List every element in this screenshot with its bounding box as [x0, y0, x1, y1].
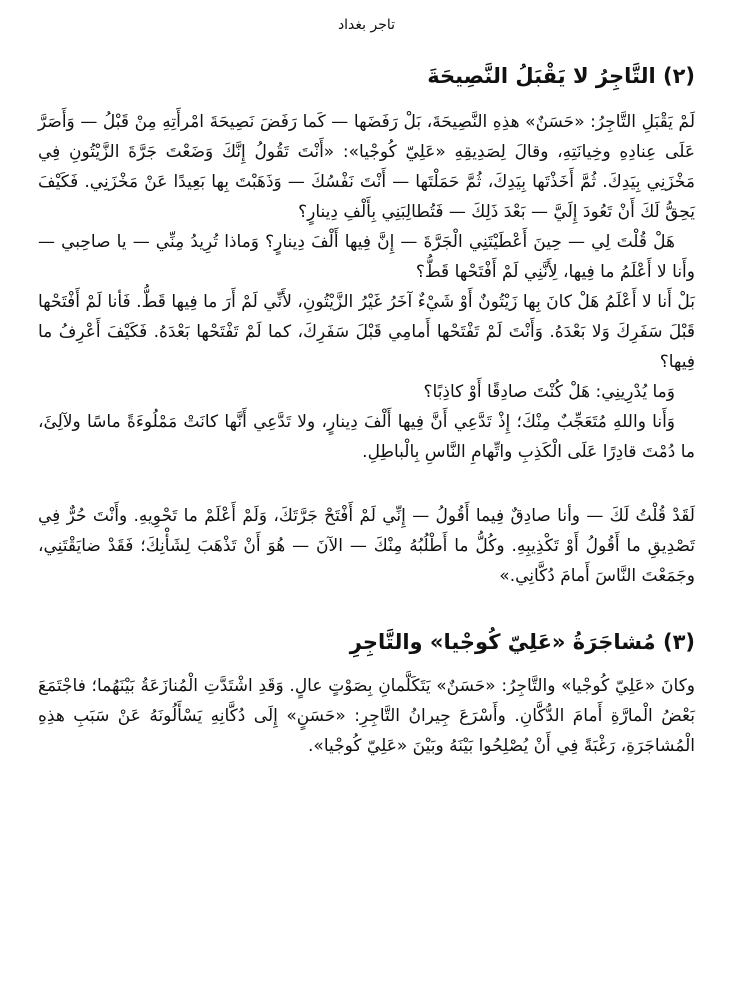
section-heading-quarrel: (٣) مُشاجَرَةُ «عَلِيّ كُوجْيا» والتَّاجِرِ	[349, 630, 695, 654]
paragraph-thousand-dinars: هَلْ قُلْتَ لِي — حِينَ أَعْطَيْتَنِي الْجَرَّةَ — إِنَّ فِيها أَلْفَ دِينارٍ؟ وَماذا تُرِيدُ مِنِّي — يا صاحِبي — وأَنا لا أَعْلَمُ ما فِيها، لِأَنَّنِي لَمْ أَفْتَحْها قَطُّ؟	[38, 232, 695, 282]
section-heading-advice: (٢) التَّاجِرُ لا يَقْبَلُ النَّصِيحَةَ	[427, 64, 695, 88]
paragraph-quarrel: وكانَ «عَلِيّ كُوجْيا» والتَّاجِرُ: «حَسَنٌ» يَتَكَلَّمانِ بِصَوْتٍ عالٍ. وَقَدِ اشْتَدَّتِ الْمُنازَعَةُ بَيْنَهُما؛ فاجْتَمَعَ بَعْضُ الْمارَّةِ أَمامَ الدُّكَّانِ. وأَسْرَعَ جِيرانُ التَّاجِرِ: «حَسَنٍ» إِلَى دُكَّانِهِ يَسْأَلُونَهُ عَنْ سَبَبِ هذِهِ الْمُشاجَرَةِ، رَغْبَةً فِي أَنْ يُصْلِحُوا بَيْنَهُ وبَيْنَ «عَلِيّ كُوجْيا».	[38, 676, 695, 756]
paragraph-refusal: لَمْ يَقْبَلِ التَّاجِرُ: «حَسَنٌ» هذِهِ النَّصِيحَةَ، بَلْ رَفَضَها — كَما رَفَضَ نَصِيحَةَ امْرأَتِهِ مِنْ قَبْلُ — وَأَصَرَّ عَلَى عِنادِهِ وخِيانَتِهِ، وقالَ لِصَدِيقِهِ «عَلِيّ كُوجْيا»: «أَنْتَ تَقُولُ إِنَّكَ وَضَعْتَ جَرَّةَ الزَّيْتُونِ فِي مَخْزَنِي بِيَدِكَ. ثُمَّ أَخَذْتَها بِيَدِكَ، ثُمَّ حَمَلْتَها — أَنْتَ نَفْسُكَ — وَذَهَبْتَ بِها بَعِيدًا عَنْ مَخْزَنِي. فَكَيْفَ يَحِقُّ لَكَ أَنْ تَعُودَ إِلَيَّ — بَعْدَ ذَلِكَ — فَتُطالِبَنِي بِأَلْفِ دِينارٍ؟	[38, 112, 695, 222]
paragraph-never-opened: بَلْ أَنا لا أَعْلَمُ هَلْ كانَ بِها زَيْتُونٌ أَوْ شَيْءٌ آخَرُ غَيْرُ الزَّيْتُونِ، لأَنِّي لَمْ أَرَ ما فِيها قَطُّ. فَأنا لَمْ أَفْتَحْها قَبْلَ سَفَرِكَ وَلا بَعْدَهُ. وَأَنْتَ لَمْ تَفْتَحْها أَمامِي قَبْلَ سَفَرِكَ، كما لَمْ تَفْتَحْها بَعْدَهُ. فَكَيْفَ أَعْرِفُ ما فِيها؟	[38, 292, 695, 372]
running-header: تاجر بغداد	[337, 17, 396, 33]
paragraph-diamonds-pearls: وَأَنا واللهِ مُتَعَجِّبٌ مِنْكَ؛ إِذْ تَدَّعِي أَنَّ فِيها أَلْفَ دِينارٍ، ولا تَدَّعِي أَنَّها كانَتْ مَمْلُوءَةً ماسًا ولآلِئَ، ما دُمْتَ قادِرًا عَلَى الْكَذِبِ واتِّهامِ النَّاسِ بِالْباطِلِ.	[38, 412, 695, 462]
paragraph-go-away: لَقَدْ قُلْتُ لَكَ — وأنا صادِقٌ فِيما أَقُولُ — إِنِّي لَمْ أَفْتَحْ جَرَّتَكَ، وَلَمْ أَعْلَمْ ما تَحْوِيهِ. وأَنْتَ حُرٌّ فِي تَصْدِيقِ ما أَقُولُ أَوْ تَكْذِيبِهِ. وكُلُّ ما أَطْلُبُهُ مِنْكَ — الآنَ — هُوَ أَنْ تَذْهَبَ لِشَأْنِكَ؛ فَقَدْ ضايَقْتَنِي، وجَمَعْتَ النَّاسَ أَمامَ دُكَّانِي.»	[38, 506, 695, 586]
paragraph-truth-question: وَما يُدْرِينِي: هَلْ كُنْتَ صادِقًا أَوْ كاذِبًا؟	[423, 382, 675, 402]
page	[38, 0, 695, 1000]
